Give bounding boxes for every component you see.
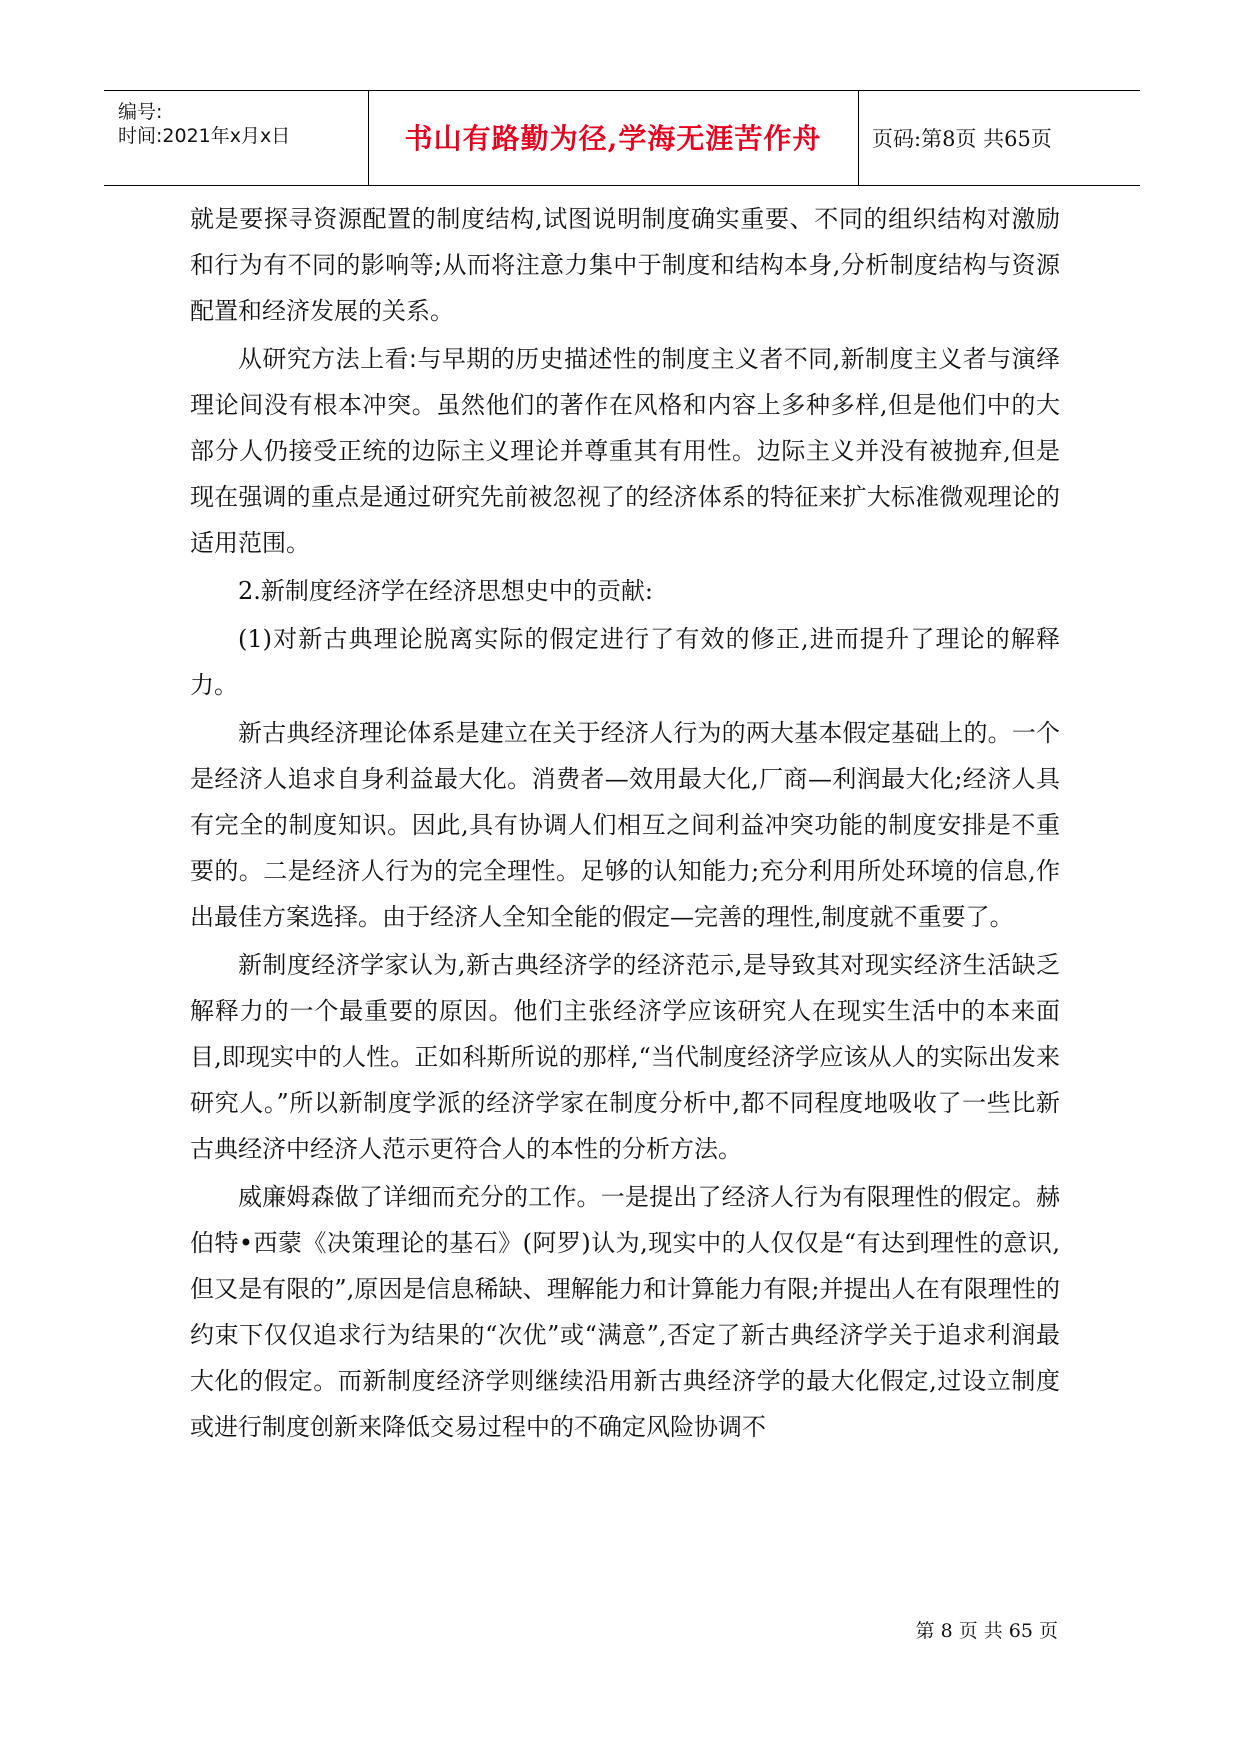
- document-time-label: 时间:2021年x月x日: [118, 125, 291, 147]
- subsection-heading: (1)对新古典理论脱离实际的假定进行了有效的修正,进而提升了理论的解释力。: [190, 625, 1060, 699]
- paragraph: 威廉姆森做了详细而充分的工作。一是提出了经济人行为有限理性的假定。赫伯特•西蒙《决策理论的基石》(阿罗)认为,现实中的人仅仅是“有达到理性的意识,但又是有限的”,原因是信息稀缺、理解能力和计算能力有限;并提出人在有限理性的约束下仅仅追求行为结果的“次优”或“满意”,否定了新古典经济学关于追求利润最大化的假定。而新制度经济学则继续沿用新古典经济学的最大化假定,过设立制度或进行制度创新来降低交易过程中的不确定风险协调不: [190, 1183, 1060, 1441]
- document-body: [190, 196, 1060, 1452]
- header-pager-cell: [858, 91, 1140, 185]
- page-header: [104, 90, 1140, 186]
- paragraph: 新制度经济学家认为,新古典经济学的经济范示,是导致其对现实经济生活缺乏解释力的一个最重要的原因。他们主张经济学应该研究人在现实生活中的本来面目,即现实中的人性。正如科斯所说的那样,“当代制度经济学应该从人的实际出发来研究人。”所以新制度学派的经济学家在制度分析中,都不同程度地吸收了一些比新古典经济中经济人范示更符合人的本性的分析方法。: [190, 951, 1060, 1163]
- header-page-indicator: 页码:第8页 共65页: [872, 127, 1052, 151]
- paragraph-lead-label: 从研究方法上看:: [238, 345, 418, 373]
- header-motto-cell: [368, 91, 859, 185]
- paragraph: 从研究方法上看:与早期的历史描述性的制度主义者不同,新制度主义者与演绎理论间没有根本冲突。虽然他们的著作在风格和内容上多种多样,但是他们中的大部分人仍接受正统的边际主义理论并尊重其有用性。边际主义并没有被抛弃,但是现在强调的重点是通过研究先前被忽视了的经济体系的特征来扩大标准微观理论的适用范围。: [190, 345, 1060, 557]
- document-number-label: 编号:: [118, 101, 163, 123]
- footer-page-number: 第 8 页 共 65 页: [915, 1620, 1058, 1642]
- section-heading: 2.新制度经济学在经济思想史中的贡献:: [238, 577, 653, 605]
- header-meta: [104, 91, 369, 185]
- paragraph: 新古典经济理论体系是建立在关于经济人行为的两大基本假定基础上的。一个是经济人追求自身利益最大化。消费者—效用最大化,厂商—利润最大化;经济人具有完全的制度知识。因此,具有协调人们相互之间利益冲突功能的制度安排是不重要的。二是经济人行为的完全理性。足够的认知能力;充分利用所处环境的信息,作出最佳方案选择。由于经济人全知全能的假定—完善的理性,制度就不重要了。: [190, 719, 1060, 931]
- paragraph: 就是要探寻资源配置的制度结构,试图说明制度确实重要、不同的组织结构对激励和行为有不同的影响等;从而将注意力集中于制度和结构本身,分析制度结构与资源配置和经济发展的关系。: [190, 205, 1060, 325]
- header-motto: 书山有路勤为径,学海无涯苦作舟: [404, 122, 822, 155]
- page-footer: [0, 1616, 1058, 1643]
